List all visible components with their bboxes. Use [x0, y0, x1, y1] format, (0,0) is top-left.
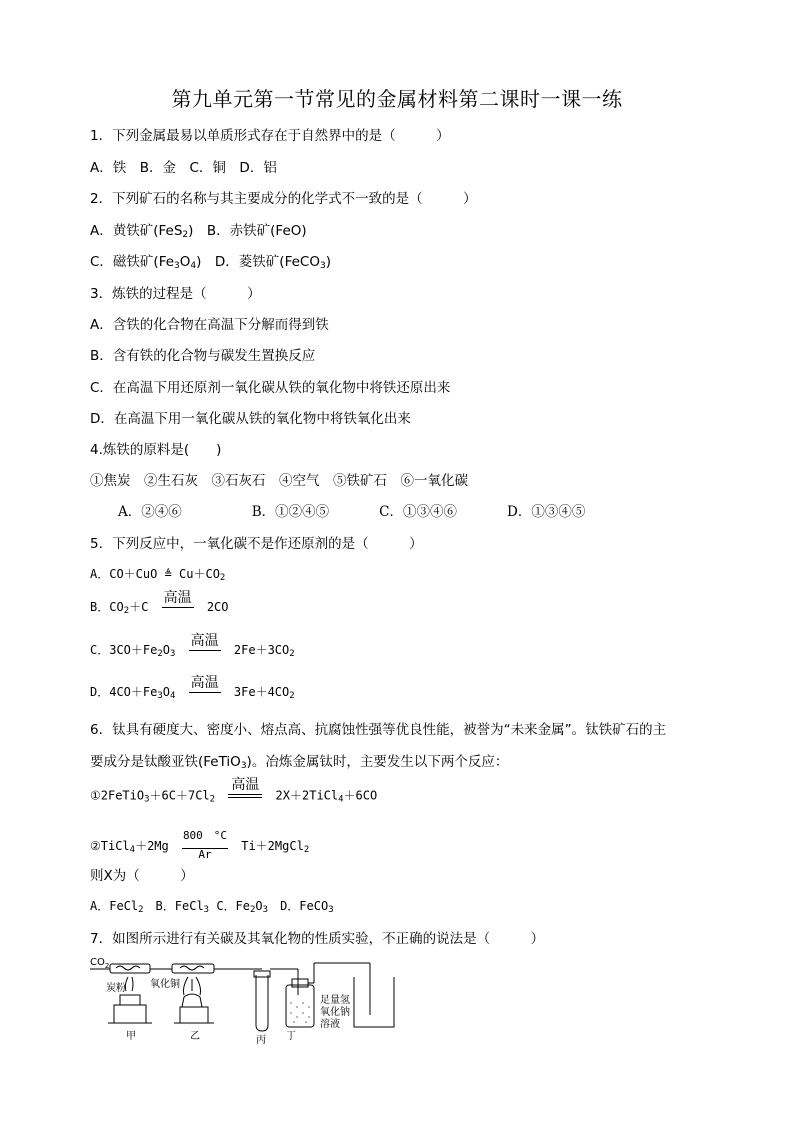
q6-r1-pre: ①2FeTiO	[90, 788, 145, 803]
q6-r2-mid: ＋2Mg	[135, 839, 169, 853]
q5-b-condition-bar	[162, 607, 194, 608]
q2-option-a-sub: 2	[182, 230, 189, 240]
experiment-apparatus-figure	[88, 955, 408, 1047]
q5-d-sub3: 2	[289, 691, 295, 701]
q5-d-sub1: 3	[157, 691, 163, 701]
q6-r1-condition-text: 高温	[231, 777, 260, 793]
q5-d-end: 3Fe＋4CO	[233, 685, 290, 699]
q5-a-sub: 2	[219, 573, 226, 583]
q5-d-condition-text: 高温	[190, 675, 219, 691]
question-3-option-b: B．含有铁的化合物与碳发生置换反应	[90, 348, 316, 364]
beaker	[354, 977, 394, 1027]
question-3-stem: 3．炼铁的过程是（ ）	[90, 286, 261, 302]
q6-r1-sub2: 2	[209, 794, 216, 805]
q5-c-pre: C．3CO＋Fe	[90, 643, 158, 657]
q4-option-b: B．①②④⑤	[251, 504, 330, 520]
question-6-reaction-2	[90, 830, 309, 863]
label-copper-oxide: 氧化铜	[150, 979, 180, 990]
q6-option-b-sub: 3	[203, 905, 210, 915]
question-4-materials: ①焦炭 ②生石灰 ③石灰石 ④空气 ⑤铁矿石 ⑥一氧化碳	[90, 473, 468, 489]
label-yi: 乙	[190, 1031, 200, 1042]
q4-option-a: A．②④⑥	[118, 504, 182, 520]
q5-c-sub1: 2	[157, 649, 163, 659]
question-7-stem: 7．如图所示进行有关碳及其氧化物的性质实验，不正确的说法是（ ）	[90, 931, 545, 947]
q6-option-a-sub: 2	[138, 905, 144, 915]
label-naoh-1: 足量氢	[320, 995, 350, 1006]
q6-r1-sub3: 4	[338, 794, 344, 805]
q6-option-c-mid: O	[255, 899, 263, 913]
q5-d-condition-bar	[189, 692, 221, 693]
q5-c-sub3: 2	[289, 649, 295, 659]
question-5-option-a	[90, 565, 225, 583]
label-co2-text: CO	[90, 957, 105, 968]
q6-line2-end: )。冶炼金属钛时，主要发生以下两个反应：	[246, 754, 509, 770]
q5-c-condition	[189, 634, 221, 651]
q5-c-mid: O	[162, 643, 171, 657]
q5-d-sub2: 4	[170, 691, 176, 701]
question-4-options	[118, 500, 585, 520]
q6-r2-pre: ②TiCl	[90, 839, 130, 853]
q6-r2-condition	[182, 828, 228, 861]
q5-b-end: 2CO	[206, 600, 229, 614]
page-title: 第九单元第一节常见的金属材料第二课时一课一练	[171, 87, 623, 111]
label-ding: 丁	[286, 1031, 296, 1042]
q6-r2-condition-top: 800 °C	[182, 829, 228, 842]
q2-option-c-sub2: 4	[190, 261, 197, 271]
question-2-options-ab	[90, 219, 307, 240]
stopper-ding	[292, 979, 308, 987]
combustion-tube-jia	[110, 964, 150, 973]
flame-jia	[125, 977, 133, 991]
question-6-reaction-1	[90, 777, 378, 806]
q6-line2-pre: 要成分是钛酸亚铁(FeTiO	[90, 754, 241, 770]
label-naoh-3: 溶液	[320, 1019, 340, 1030]
q6-r2-sub1: 4	[129, 845, 136, 855]
q6-line2-sub: 3	[240, 761, 247, 771]
test-tube-bing	[256, 975, 268, 1031]
question-1-stem: 1．下列金属最易以单质形式存在于自然界中的是（ ）	[90, 128, 450, 144]
q6-option-c: C．Fe	[209, 899, 250, 913]
q5-c-condition-bar	[189, 650, 221, 651]
combustion-tube-yi	[172, 964, 214, 973]
q6-option-d: D．FeCO	[268, 899, 329, 913]
question-5-option-c	[90, 633, 295, 659]
q2-option-d: ) D．菱铁矿(FeCO	[196, 254, 320, 270]
question-5-option-b	[90, 590, 229, 616]
q6-r1-mid: ＋6C＋7Cl	[149, 788, 210, 803]
question-3-option-d: D．在高温下用一氧化碳从铁的氧化物中将铁氧化出来	[90, 411, 411, 427]
q6-r1-condition-bar	[228, 794, 262, 798]
label-co2-sub: 2	[104, 962, 110, 970]
q6-r2-post: Ti＋2MgCl	[241, 839, 304, 853]
q6-r1-end: ＋6CO	[343, 788, 378, 803]
q5-c-sub2: 3	[170, 649, 176, 659]
q2-option-a: A．黄铁矿(FeS	[90, 223, 183, 239]
q6-option-b: B．FeCl	[143, 899, 204, 913]
q2-option-d-end: )	[325, 254, 331, 270]
q6-option-a: A．FeCl	[90, 899, 139, 913]
q6-r2-condition-bottom: Ar	[198, 848, 212, 861]
q6-option-c-sub1: 2	[250, 905, 256, 915]
question-1-options: A．铁 B．金 C．铜 D．铝	[90, 160, 277, 176]
q6-r2-sub2: 2	[303, 845, 310, 855]
question-6-options	[90, 897, 334, 915]
q6-option-c-sub2: 3	[262, 905, 269, 915]
label-jia: 甲	[126, 1031, 136, 1042]
question-6-line-2	[90, 750, 508, 771]
q5-b-sub: 2	[123, 606, 130, 616]
q2-option-c: C．磁铁矿(Fe	[90, 254, 175, 270]
q6-r1-post: 2X＋2TiCl	[275, 788, 339, 803]
label-co2	[90, 957, 109, 970]
q5-d-mid: O	[162, 685, 171, 699]
q6-r1-sub1: 3	[144, 794, 150, 805]
question-6-ask: 则X为（ ）	[90, 868, 194, 884]
q5-c-end: 2Fe＋3CO	[233, 643, 290, 657]
flame-yi	[184, 977, 201, 995]
q5-b-condition-text: 高温	[163, 590, 192, 606]
question-4-stem: 4.炼铁的原料是( )	[90, 442, 222, 458]
q6-r1-condition	[228, 778, 262, 798]
question-3-option-c: C．在高温下用还原剂一氧化碳从铁的氧化物中将铁还原出来	[90, 380, 451, 396]
q4-option-d: D．①③④⑤	[507, 504, 586, 520]
solution-dots	[290, 1002, 309, 1022]
question-6-line-1: 6．钛具有硬度大、密度小、熔点高、抗腐蚀性强等优良性能，被誉为“未来金属”。钛铁矿石的主	[90, 722, 667, 738]
stand-yi	[180, 1007, 208, 1023]
label-carbon-powder: 炭粉	[106, 983, 126, 994]
q5-d-pre: D．4CO＋Fe	[90, 685, 158, 699]
question-2-options-cd	[90, 250, 331, 271]
carbon-powder	[116, 966, 140, 970]
burner-jia	[120, 995, 140, 1005]
lamp-yi	[182, 994, 202, 1007]
question-3-option-a: A．含铁的化合物在高温下分解而得到铁	[90, 317, 329, 333]
label-naoh-2: 氧化钠	[320, 1007, 350, 1018]
wash-bottle-ding	[286, 985, 314, 1027]
q5-d-condition	[189, 676, 221, 693]
q5-b-condition	[162, 591, 194, 608]
q6-option-d-sub: 3	[328, 905, 334, 915]
copper-oxide	[180, 966, 204, 970]
question-5-stem: 5．下列反应中，一氧化碳不是作还原剂的是（ ）	[90, 536, 423, 552]
question-5-option-d	[90, 675, 295, 701]
q2-option-c-sub1: 3	[174, 261, 180, 271]
q2-option-c-mid: O	[179, 254, 191, 270]
q5-b-mid: ＋C	[129, 600, 149, 614]
q5-c-condition-text: 高温	[190, 633, 219, 649]
q4-option-c: C．①③④⑥	[379, 504, 458, 520]
question-2-stem: 2．下列矿石的名称与其主要成分的化学式不一致的是（ ）	[90, 191, 477, 207]
q2-option-d-sub: 3	[319, 261, 326, 271]
stand-jia	[114, 1005, 146, 1023]
label-bing: 丙	[256, 1035, 266, 1046]
q2-option-b: ) B．赤铁矿(FeO)	[188, 223, 307, 239]
q5-a-equation: A．CO＋CuO ≜ Cu＋CO	[90, 567, 220, 581]
q5-b-pre: B．CO	[90, 600, 124, 614]
